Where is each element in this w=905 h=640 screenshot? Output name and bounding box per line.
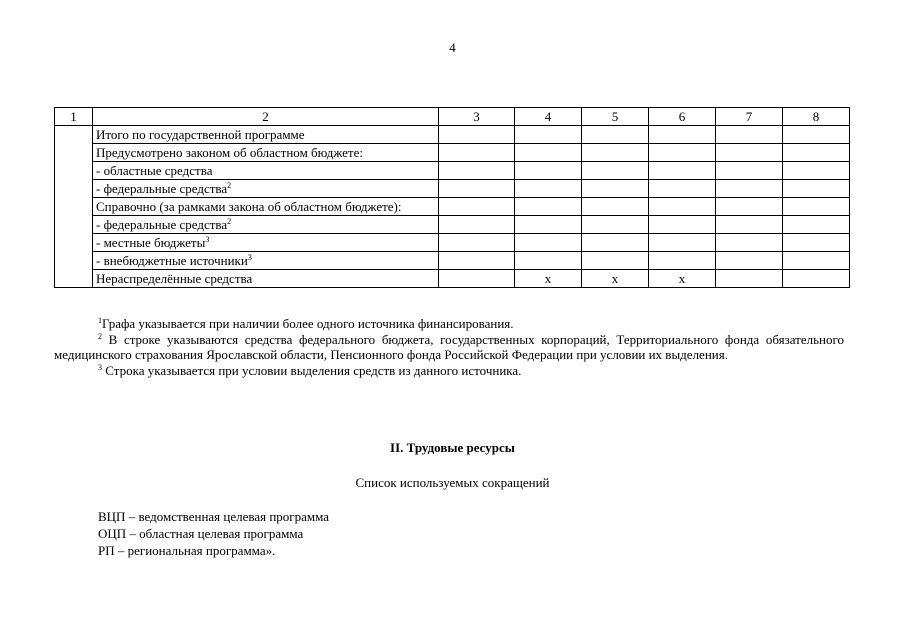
value-cell [716, 144, 783, 162]
value-cell [649, 162, 716, 180]
row-label [93, 216, 439, 234]
column-header-3: 3 [439, 108, 515, 126]
value-cell [649, 234, 716, 252]
column-header-8: 8 [783, 108, 850, 126]
row-label-text: - федеральные средства [96, 217, 228, 232]
value-cell [439, 162, 515, 180]
value-cell: х [582, 270, 649, 288]
row-label [93, 234, 439, 252]
footnote-ref: 3 [247, 253, 252, 262]
column-header-2: 2 [93, 108, 439, 126]
column-header-7: 7 [716, 108, 783, 126]
abbreviation-item: ВЦП – ведомственная целевая программа [98, 509, 330, 524]
footnote-mark: 3 [98, 363, 102, 372]
value-cell [649, 180, 716, 198]
value-cell [439, 126, 515, 144]
footnote-2 [54, 332, 844, 362]
table-header-row [55, 108, 850, 126]
value-cell [716, 126, 783, 144]
footnote-text: Строка указывается при условии выделения средств из данного источника. [102, 363, 522, 378]
value-cell [582, 144, 649, 162]
value-cell [439, 144, 515, 162]
value-cell [783, 162, 850, 180]
table-row [55, 180, 850, 198]
page-number: 4 [449, 40, 456, 55]
row-label [93, 162, 439, 180]
footnote-1 [98, 316, 844, 331]
column-header-4: 4 [515, 108, 582, 126]
value-cell [439, 252, 515, 270]
value-cell [649, 126, 716, 144]
value-cell [439, 198, 515, 216]
value-cell [582, 162, 649, 180]
abbreviation-item: ОЦП – областная целевая программа [98, 526, 304, 541]
value-cell [716, 198, 783, 216]
row-label [93, 180, 439, 198]
value-cell [783, 216, 850, 234]
value-cell: х [515, 270, 582, 288]
value-cell [649, 252, 716, 270]
footnote-3 [98, 363, 844, 378]
value-cell [515, 180, 582, 198]
abbreviations-list [98, 508, 329, 559]
value-cell [716, 180, 783, 198]
value-cell [582, 180, 649, 198]
financing-table [54, 107, 850, 288]
row-label [93, 270, 439, 288]
value-cell [783, 144, 850, 162]
table-row [55, 252, 850, 270]
column-header-5: 5 [582, 108, 649, 126]
value-cell [783, 198, 850, 216]
value-cell [582, 216, 649, 234]
footnote-mark: 2 [98, 332, 102, 341]
value-cell [783, 126, 850, 144]
column-header-6: 6 [649, 108, 716, 126]
value-cell [716, 270, 783, 288]
table-row [55, 270, 850, 288]
table-row [55, 144, 850, 162]
value-cell [716, 252, 783, 270]
value-cell [582, 252, 649, 270]
value-cell [783, 252, 850, 270]
value-cell [515, 162, 582, 180]
table-row [55, 234, 850, 252]
value-cell [716, 162, 783, 180]
value-cell [783, 234, 850, 252]
footnote-mark: 1 [98, 316, 102, 325]
value-cell [582, 198, 649, 216]
value-cell [515, 126, 582, 144]
footnote-ref: 3 [205, 235, 210, 244]
row-label-text: Предусмотрено законом об областном бюджете: [96, 145, 363, 160]
footnote-ref: 2 [227, 181, 232, 190]
row-label [93, 252, 439, 270]
value-cell [783, 270, 850, 288]
value-cell [515, 216, 582, 234]
section-title: II. Трудовые ресурсы [390, 440, 515, 455]
table-row [55, 162, 850, 180]
row-label-text: Нераспределённые средства [96, 271, 253, 286]
row-label-text: - внебюджетные источники [96, 253, 248, 268]
row-label-text: - местные бюджеты [96, 235, 206, 250]
value-cell [716, 216, 783, 234]
value-cell [439, 234, 515, 252]
row-label [93, 126, 439, 144]
footnote-ref: 2 [227, 217, 232, 226]
value-cell [582, 234, 649, 252]
footnote-text: Графа указывается при наличии более одного источника финансирования. [102, 316, 514, 331]
abbreviations-heading: Список используемых сокращений [355, 475, 550, 490]
footnote-text: В строке указываются средства федерального бюджета, государственных корпораций, Территориального фонда обязательного медицинского страхования Ярославской области, Пенсионного фонда Российской Федерации при условии их выделения. [54, 332, 844, 362]
value-cell [439, 180, 515, 198]
value-cell [716, 234, 783, 252]
value-cell [649, 216, 716, 234]
value-cell [582, 126, 649, 144]
row-label [93, 198, 439, 216]
value-cell [439, 216, 515, 234]
row-label-text: Справочно (за рамками закона об областном бюджете): [96, 199, 402, 214]
value-cell [649, 144, 716, 162]
abbreviation-item: РП – региональная программа». [98, 543, 276, 558]
row-label [93, 144, 439, 162]
value-cell [515, 234, 582, 252]
row-label-text: - федеральные средства [96, 181, 228, 196]
value-cell [439, 270, 515, 288]
value-cell [783, 180, 850, 198]
table-row [55, 198, 850, 216]
row-number-cell [55, 126, 93, 288]
row-label-text: Итого по государственной программе [96, 127, 305, 142]
value-cell: х [649, 270, 716, 288]
table-row [55, 216, 850, 234]
footnotes [54, 316, 844, 379]
value-cell [649, 198, 716, 216]
value-cell [515, 144, 582, 162]
value-cell [515, 198, 582, 216]
value-cell [515, 252, 582, 270]
row-label-text: - областные средства [96, 163, 213, 178]
column-header-1: 1 [55, 108, 93, 126]
table-row [55, 126, 850, 144]
